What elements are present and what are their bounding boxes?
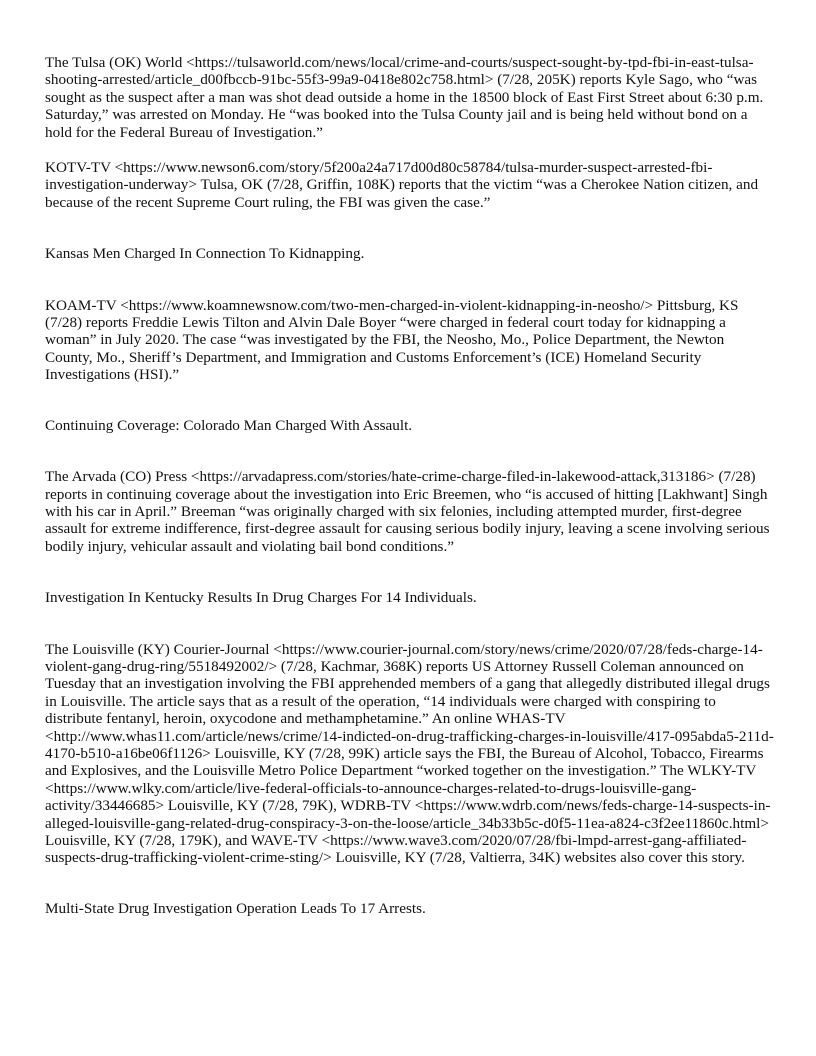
article-paragraph-louisville: The Louisville (KY) Courier-Journal <https://www.courier-journal.com/story/news/crime/2020/07/28/feds-charge-14-violent-gang-drug-ring/5518492002/> (7/28, Kachmar, 368K) reports US Attorney Russell Coleman announced on Tuesday that an investigation involving the FBI apprehended members of a gang that allegedly distributed illegal drugs in Louisville. The article says that as a result of the operation, “14 individuals were charged with conspiring to distribute fentanyl, heroin, oxycodone and methamphetamine.” An online WHAS-TV <http://www.whas11.com/article/news/crime/14-indicted-on-drug-trafficking-charges-in-louisville/417-095abda5-211d-4170-b510-a16be06f1126> Louisville, KY (7/28, 99K) article says the FBI, the Bureau of Alcohol, Tobacco, Firearms and Explosives, and the Louisville Metro Police Department “worked together on the investigation.” The WLKY-TV <https://www.wlky.com/article/live-federal-officials-to-announce-charges-related-to-drugs-louisville-gang-activity/33446685> Louisville, KY (7/28, 79K), WDRB-TV <https://www.wdrb.com/news/feds-charge-14-suspects-in-alleged-louisville-gang-related-drug-conspiracy-3-on-the-loose/article_34b33b5c-d0f5-11ea-a824-c3f2ee11860c.html> Louisville, KY (7/28, 179K), and WAVE-TV <https://www.wave3.com/2020/07/28/fbi-lmpd-arrest-gang-affiliated-suspects-drug-trafficking-violent-crime-sting/> Louisville, KY (7/28, Valtierra, 34K) websites also cover this story. [45, 640, 774, 867]
document-page [45, 54, 775, 917]
section-spacer [45, 211, 775, 245]
article-paragraph-tulsa-world: The Tulsa (OK) World <https://tulsaworld.com/news/local/crime-and-courts/suspect-sought-by-tpd-fbi-in-east-tulsa-shooting-arrested/article_d00fbccb-91bc-55f3-99a9-0418e802c758.html> (7/28, 205K) reports Kyle Sago, who “was sought as the suspect after a man was shot dead outside a home in the 18500 block of East First Street about 6:30 p.m. Saturday,” was arrested on Monday. He “was booked into the Tulsa County jail and is being held without bond on a hold for the Federal Bureau of Investigation.” [45, 54, 764, 141]
article-paragraph-kotv: KOTV-TV <https://www.newson6.com/story/5f200a24a717d00d80c58784/tulsa-murder-suspect-arrested-fbi-investigation-underway> Tulsa, OK (7/28, Griffin, 108K) reports that the victim “was a Cherokee Nation citizen, and because of the recent Supreme Court ruling, the FBI was given the case.” [45, 159, 759, 211]
section-heading-kentucky: Investigation In Kentucky Results In Drug Charges For 14 Individuals. [45, 589, 477, 607]
section-spacer [45, 434, 775, 468]
section-spacer [45, 384, 775, 417]
paragraph-spacer [45, 141, 775, 159]
section-spacer [45, 263, 775, 297]
article-paragraph-koam: KOAM-TV <https://www.koamnewsnow.com/two-men-charged-in-violent-kidnapping-in-neosho/> Pittsburg, KS (7/28) reports Freddie Lewis Tilton and Alvin Dale Boyer “were charged in federal court today for kidnapping a woman” in July 2020. The case “was investigated by the FBI, the Neosho, Mo., Police Department, the Newton County, Mo., Sheriff’s Department, and Immigration and Customs Enforcement’s (ICE) Homeland Security Investigations (HSI).” [45, 296, 739, 384]
section-heading-multistate: Multi-State Drug Investigation Operation Leads To 17 Arrests. [45, 899, 426, 917]
section-spacer [45, 867, 775, 900]
section-heading-kansas: Kansas Men Charged In Connection To Kidnapping. [45, 245, 365, 263]
section-heading-colorado: Continuing Coverage: Colorado Man Charged With Assault. [45, 416, 413, 434]
section-spacer [45, 555, 775, 589]
section-spacer [45, 607, 775, 641]
article-paragraph-arvada: The Arvada (CO) Press <https://arvadapress.com/stories/hate-crime-charge-filed-in-lakewood-attack,313186> (7/28) reports in continuing coverage about the investigation into Eric Breemen, who “is accused of hitting [Lakhwant] Singh with his car in April.” Breeman “was originally charged with six felonies, including attempted murder, first-degree assault for extreme indifference, first-degree assault for causing serious bodily injury, leaving a scene involving serious bodily injury, vehicular assault and violating bail bond conditions.” [45, 468, 770, 555]
